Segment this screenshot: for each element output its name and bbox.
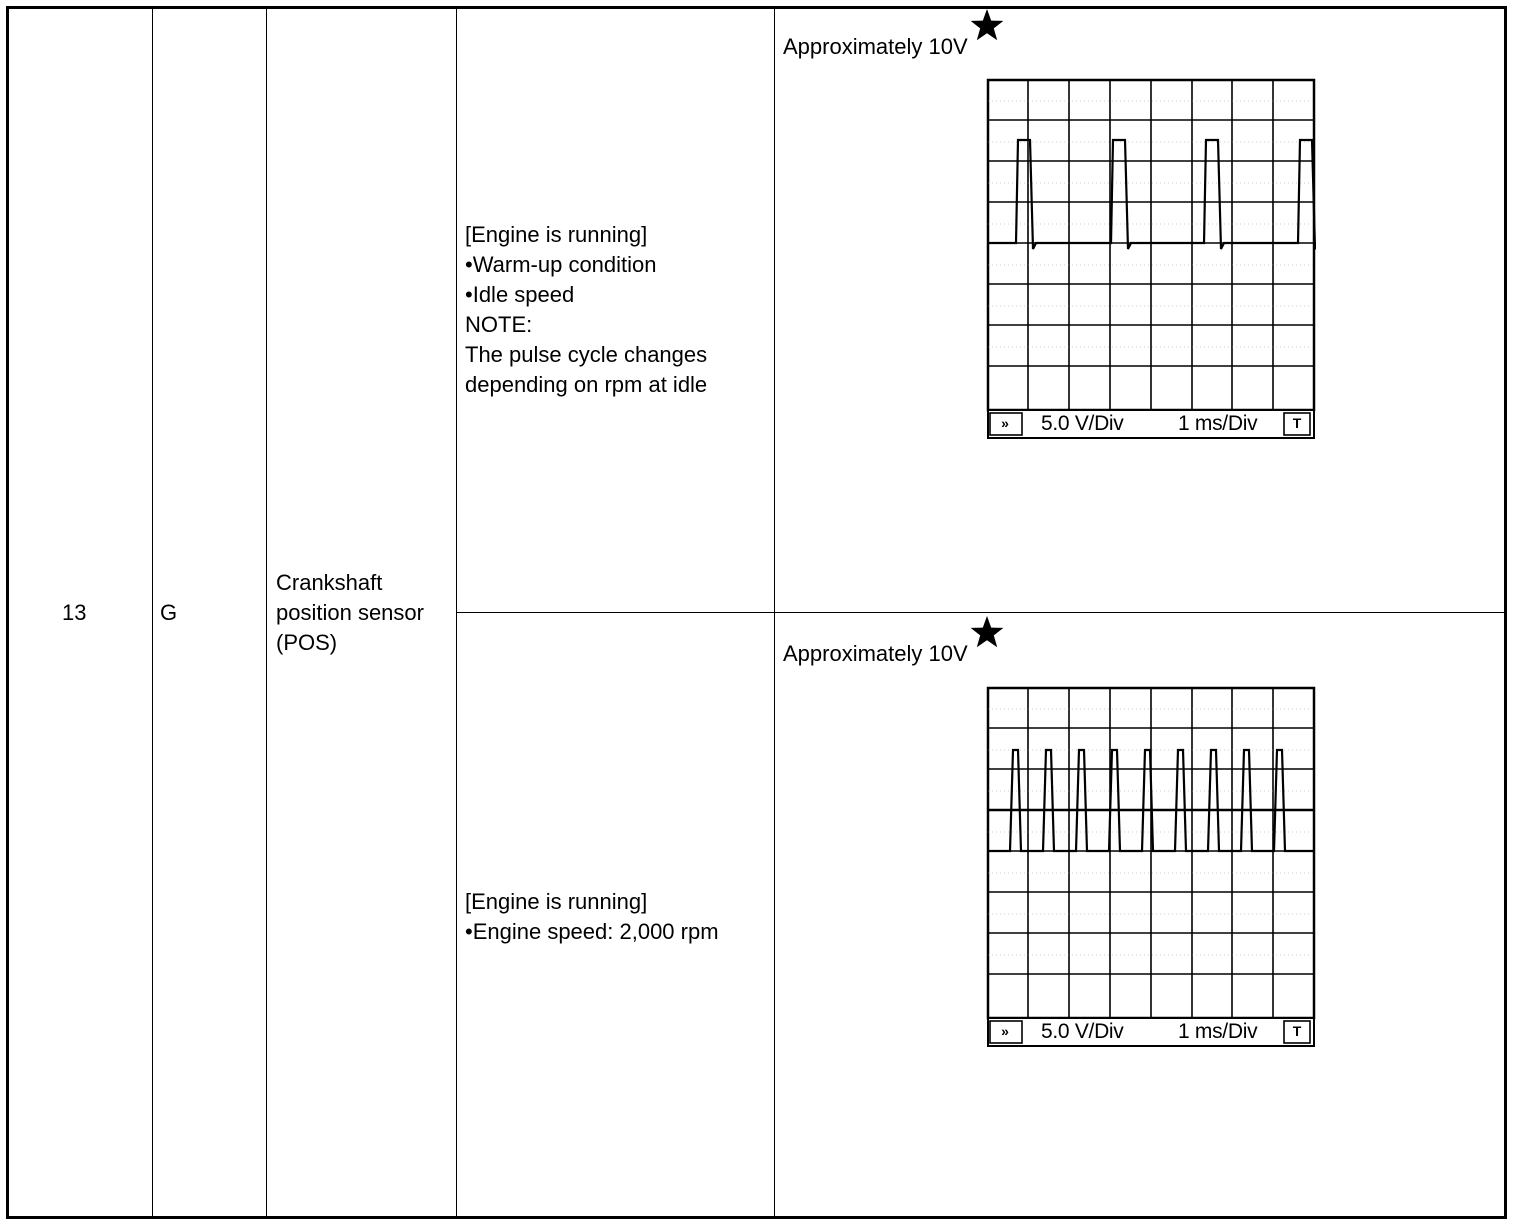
condition-line: NOTE: xyxy=(465,312,533,337)
condition-line: The pulse cycle changes xyxy=(465,342,708,367)
wire-color: G xyxy=(160,600,178,625)
condition-line: •Idle speed xyxy=(465,282,575,307)
condition-2000rpm xyxy=(465,887,719,947)
column-divider xyxy=(152,6,153,1219)
data-value-2000rpm xyxy=(783,627,1004,668)
run-button-icon: » xyxy=(1001,1023,1009,1039)
info-bar xyxy=(988,1018,1314,1046)
terminal-number: 13 xyxy=(62,600,87,625)
condition-line: •Warm-up condition xyxy=(465,252,657,277)
time-div-label: 1 ms/Div xyxy=(1178,412,1258,435)
condition-line: •Engine speed: 2,000 rpm xyxy=(465,919,719,944)
data-value-text: Approximately 10V xyxy=(783,34,968,59)
volt-div-label: 5.0 V/Div xyxy=(1041,1020,1124,1043)
oscilloscope-2000rpm xyxy=(986,686,1316,1048)
item-line: position sensor xyxy=(276,600,424,625)
info-bar xyxy=(988,410,1314,438)
condition-line: depending on rpm at idle xyxy=(465,372,708,397)
run-button-icon: » xyxy=(1001,415,1009,431)
oscilloscope-screen xyxy=(986,686,1316,1048)
trigger-button-icon: T xyxy=(1292,415,1302,431)
star-icon xyxy=(970,615,1004,656)
condition-line: [Engine is running] xyxy=(465,222,648,247)
star-icon xyxy=(970,8,1004,49)
data-value-text: Approximately 10V xyxy=(783,641,968,666)
oscilloscope-screen xyxy=(986,78,1316,440)
oscilloscope-idle xyxy=(986,78,1316,440)
item-line: (POS) xyxy=(276,630,338,655)
time-div-label: 1 ms/Div xyxy=(1178,1020,1258,1043)
trigger-button-icon: T xyxy=(1292,1023,1302,1039)
item-line: Crankshaft xyxy=(276,570,383,595)
data-value-idle xyxy=(783,20,1004,61)
row-divider xyxy=(456,612,1506,613)
column-divider xyxy=(266,6,267,1219)
condition-line: [Engine is running] xyxy=(465,889,648,914)
item-description xyxy=(276,568,424,658)
volt-div-label: 5.0 V/Div xyxy=(1041,412,1124,435)
condition-idle xyxy=(465,220,707,400)
